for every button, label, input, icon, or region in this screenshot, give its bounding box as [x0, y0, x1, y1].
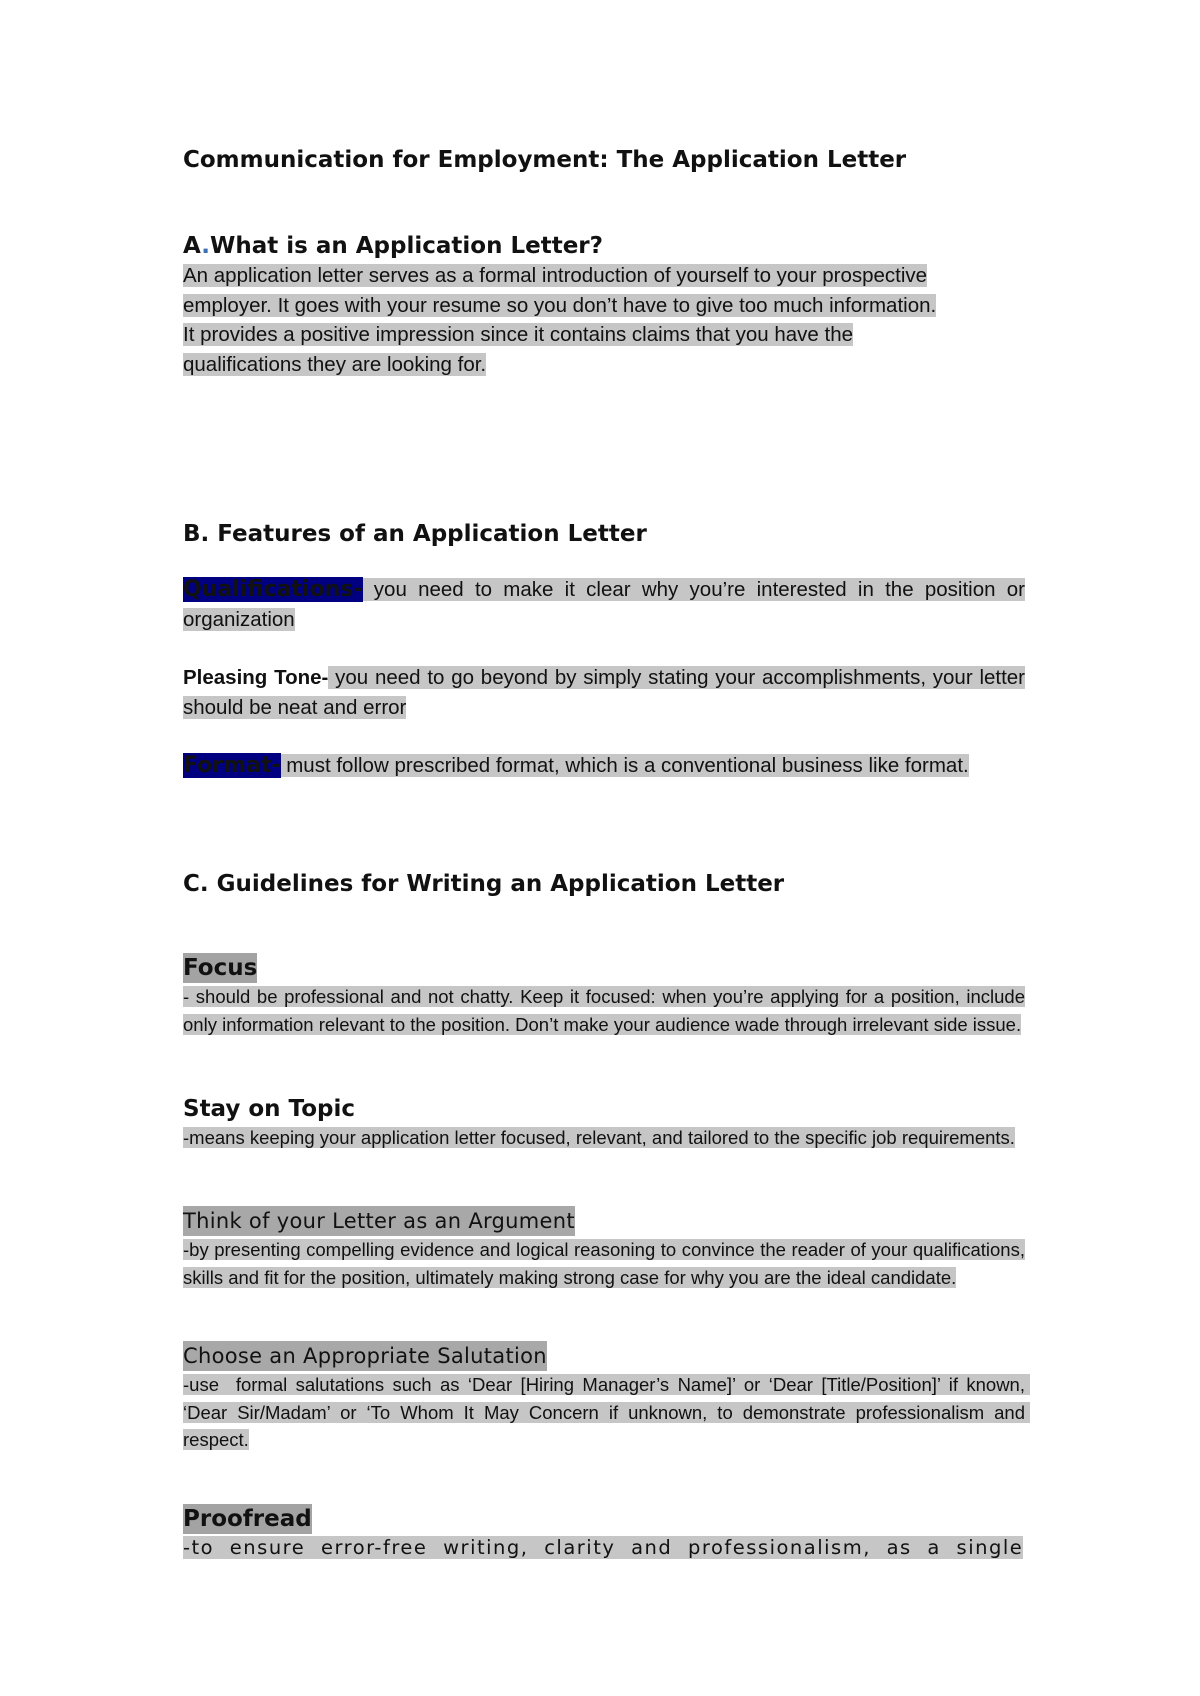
- section-a-line-4: qualifications they are looking for.: [183, 352, 487, 376]
- section-a-title: What is an Application Letter?: [209, 233, 603, 259]
- section-a-line-1: An application letter serves as a formal introduction of yourself to your prospective: [183, 264, 928, 287]
- feature-pleasing-tone-label: Pleasing Tone-: [183, 666, 329, 689]
- feature-qualifications-label: Qualifications-: [183, 577, 363, 602]
- section-a-prefix: A: [183, 233, 202, 259]
- section-a-line-3: It provides a positive impression since it contains claims that you have the: [183, 323, 853, 346]
- section-a-heading: [183, 231, 1025, 261]
- guideline-salutation-heading: Choose an Appropriate Salutation: [183, 1341, 547, 1371]
- section-a-dot: .: [201, 233, 210, 259]
- guideline-argument-heading: Think of your Letter as an Argument: [183, 1206, 575, 1236]
- guideline-argument-text: -by presenting compelling evidence and logical reasoning to convince the reader of your qualifications, skills and fit for the position, ultimately making strong case for why you are the ideal candidate.: [183, 1239, 1025, 1288]
- guideline-stay-on-topic-text: -means keeping your application letter focused, relevant, and tailored to the specific job requirements.: [183, 1127, 1015, 1148]
- guideline-salutation: [183, 1341, 1031, 1454]
- guideline-focus-text: - should be professional and not chatty. Keep it focused: when you’re applying for a position, include only information relevant to the position. Don’t make your audience wade through irrelevant side issue.: [183, 986, 1025, 1035]
- guideline-argument: [183, 1206, 1025, 1291]
- guideline-stay-on-topic-heading: Stay on Topic: [183, 1096, 355, 1122]
- feature-format-label: Format-: [183, 753, 281, 778]
- feature-pleasing-tone: [183, 663, 1025, 723]
- guideline-focus: [183, 953, 1025, 1038]
- section-a-line-2: employer. It goes with your resume so you don’t have to give too much information.: [183, 293, 937, 317]
- section-c-heading: C. Guidelines for Writing an Application Letter: [183, 871, 785, 897]
- feature-format-text: must follow prescribed format, which is a conventional business like format.: [280, 754, 969, 777]
- guideline-focus-heading: Focus: [183, 955, 258, 981]
- guideline-proofread-text: -to ensure error-free writing, clarity and professionalism, as a single: [183, 1536, 1024, 1559]
- feature-qualifications-text: you need to make it clear why you’re interested in the position or organization: [183, 578, 1025, 631]
- section-a-paragraph: [183, 261, 1025, 379]
- guideline-proofread: [183, 1504, 1025, 1561]
- guideline-salutation-text: -use formal salutations such as ‘Dear [Hiring Manager’s Name]’ or ‘Dear [Title/Position]’ if known, ‘Dear Sir/Madam’ or ‘To Whom It May Concern if unknown, to demonstrate professionalism and respect.: [183, 1374, 1031, 1450]
- document-title: Communication for Employment: The Application Letter: [183, 147, 907, 173]
- feature-pleasing-tone-text: you need to go beyond by simply stating your accomplishments, your letter should be neat and error: [183, 666, 1026, 719]
- feature-qualifications: [183, 575, 1025, 635]
- guideline-stay-on-topic: [183, 1094, 1025, 1152]
- section-b-heading: B. Features of an Application Letter: [183, 521, 647, 547]
- feature-format: [183, 751, 1025, 781]
- guideline-proofread-heading: Proofread: [183, 1506, 312, 1532]
